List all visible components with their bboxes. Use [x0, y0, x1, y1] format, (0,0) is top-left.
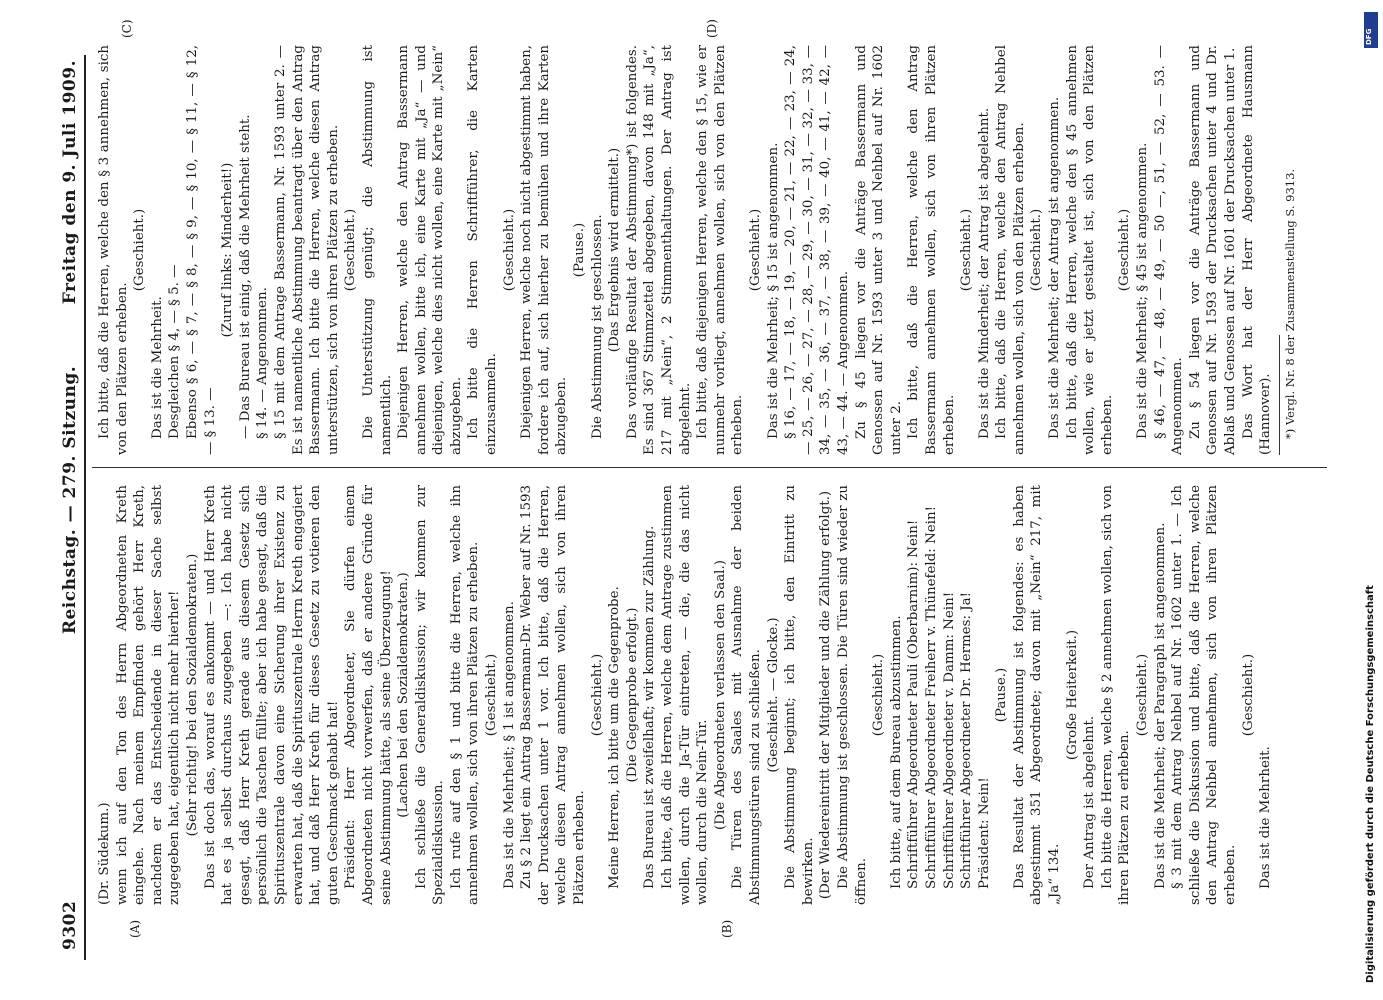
paragraph: Ich bitte, daß die Herren, welche den § 3 annehmen, sich von den Plätzen erheben. — [97, 45, 130, 455]
margin-mark-a: (A) — [128, 919, 142, 938]
stage-direction: (Das Ergebnis wird ermittelt.) — [607, 147, 623, 353]
paragraph: Das ist die Mehrheit. — [1258, 746, 1274, 889]
paragraph: Das ist die Mehrheit; § 1 ist angenommen. — [501, 601, 517, 889]
paragraph: Das ist die Mehrheit. — [149, 296, 165, 439]
paragraph: Das Bureau ist zweifelhaft; wir kommen zur Zählung. — [642, 525, 658, 889]
page-number: 9302 — [60, 900, 80, 950]
paragraph: Die Abstimmung ist geschlossen. Die Türen sind wieder zu öffnen. — [835, 485, 869, 905]
paragraph: — Das Bureau ist einig, daß die Mehrheit steht. — [237, 114, 253, 439]
paragraph: § 14. — Angenommen. — [255, 287, 271, 439]
footnote-rule — [1279, 335, 1280, 455]
paragraph: § 46, — 47, — 48, — 49, — 50 —, 51, — 52, — 53. — Angenommen. — [1152, 45, 1186, 455]
page-header — [56, 60, 86, 960]
paragraph: § 15 mit dem Antrage Bassermann, Nr. 1593 unter 2. — Es ist namentliche Abstimmung beantragt über den Antrag Bassermann. Ich bitte die Herren, welche diesen Antrag unterstützen, sich von ihren Plätzen zu erheben. — [272, 45, 341, 455]
digitization-credit: Digitalisierung gefördert durch die Deutsche Forschungsgemeinschaft — [1365, 585, 1376, 983]
paragraph: Ich bitte, daß die Herren, welche den Antrag Bassermann annehmen wollen, sich von ihren Plätzen erheben. — [906, 45, 957, 455]
paragraph: § 16, — 17, — 18, — 19, — 20, — 21, — 22, — 23, — 24, — 25, — 26, — 27, — 28, — 29, — 30, — 31, — 32, — 33, — 34, — 35, — 36, — 37, — 38, — 39, — 40, — 41, — 42, — 43, — 44. — Angenommen. — [783, 45, 851, 455]
stage-direction: (Geschieht.) — [343, 208, 359, 292]
footnote: *) Vergl. Nr. 8 der Zusammenstellung S. 9313. — [1282, 168, 1297, 439]
paragraph: Präsident: Nein! — [976, 777, 992, 889]
paragraph: Meine Herren, ich bitte um die Gegenprobe. — [607, 586, 623, 889]
paragraph: Schriftführer Abgeordneter v. Damm: Nein! — [941, 591, 957, 889]
paragraph: Das ist doch das, worauf es ankommt — und Herr Kreth hat es ja selbst durchaus zugegeben —: Ich habe nicht gesagt, daß Herr Kreth gerade aus diesem Gesetz sich persönlich die Taschen füllte; aber ich habe gesagt, daß die Spirituszentrale davon eine Sicherung ihrer Existenz zu erwarten hat, daß die Spirituszentrale Herrn Kreth engagiert hat, und daß Herr Kreth für dieses Gesetz zu votieren den guten Geschmack gehabt hat! — [202, 485, 341, 905]
paragraph: Zu § 54 liegen vor die Anträge Bassermann und Genossen auf Nr. 1593 der Drucksachen unter 4 und Dr. Ablaß und Genossen auf Nr. 1601 der Drucksachen unter 1. — [1187, 45, 1238, 455]
stage-direction: (Große Heiterkeit.) — [1064, 629, 1080, 761]
paragraph: Schriftführer Abgeordneter Dr. Hermes: Ja! — [959, 592, 975, 889]
stage-direction: (Geschieht.) — [959, 208, 975, 292]
stage-direction: (Geschieht.) — [1117, 208, 1133, 292]
stage-direction: (Sehr richtig! bei den Sozialdemokraten.) — [184, 553, 200, 837]
stage-direction: (Pause.) — [572, 222, 588, 278]
paragraph: Das ist die Mehrheit; der Paragraph ist angenommen. — [1152, 522, 1168, 889]
stage-direction: (Zuruf links: Minderheit!) — [220, 162, 236, 338]
paragraph: Ich bitte, daß die Herren, welche dem Antrage zustimmen wollen, durch die Ja-Tür eintreten, — die, die das nicht wollen, durch die Nein-Tür. — [660, 485, 711, 905]
header-rule — [84, 55, 86, 960]
margin-mark-b: (B) — [720, 919, 734, 938]
stage-direction: (Die Abgeordneten verlassen den Saal.) — [712, 560, 728, 830]
paragraph: Das ist die Mehrheit; § 45 ist angenommen. — [1135, 142, 1151, 439]
stage-direction: (Geschieht.) — [501, 208, 517, 292]
paragraph: Desgleichen § 4, — § 5. — — [167, 264, 183, 439]
paragraph: Zu § 2 liegt ein Antrag Bassermann-Dr. Weber auf Nr. 1593 der Drucksachen unter 1 vor. Ich bitte, daß die Herren, welche diesen Antrag annehmen wollen, sich von ihren Plätzen erheben. — [519, 485, 588, 905]
paragraph: Das Wort hat der Herr Abgeordnete Hausmann (Hannover). — [1240, 45, 1274, 455]
paragraph: Das vorläufige Resultat der Abstimmung*) ist folgendes. Es sind 367 Stimmzettel abgegeben, davon 148 mit „Ja“, 217 mit „Nein“, 2 Stimmenthaltungen. Der Antrag ist abgelehnt. — [624, 45, 693, 455]
paragraph: Ich bitte, daß diejenigen Herren, welche den § 15, wie er nunmehr vorliegt, annehmen wollen, sich von den Plätzen erheben. — [695, 45, 746, 455]
paragraph: Ich bitte die Herren, welche § 2 annehmen wollen, sich von ihren Plätzen zu erheben. — [1099, 485, 1133, 905]
paragraph: Zu § 45 liegen vor die Anträge Bassermann und Genossen auf Nr. 1593 unter 3 und Nehbel auf Nr. 1602 unter 2. — [853, 45, 904, 455]
page-running-title: Reichstag. — 279. Sitzung. — [60, 365, 80, 635]
stage-direction: (Geschieht.) — [484, 653, 500, 737]
paragraph: Diejenigen Herren, welche noch nicht abgestimmt haben, fordere ich auf, sich hierher zu bemühen und ihre Karten abzugeben. — [519, 45, 570, 455]
paragraph: wenn ich auf den Ton des Herrn Abgeordneten Kreth eingehe. Nach meinem Empfinden gehört Herr Kreth, nachdem er das Entscheidende in dieser Sache selbst zugegeben hat, eigentlich nicht mehr hierher! — [114, 485, 183, 905]
stage-direction: (Der Wiedereintritt der Mitglieder und die Zählung erfolgt.) — [818, 490, 834, 900]
paragraph: Diejenigen Herren, welche den Antrag Bassermann annehmen wollen, bitte ich, eine Karte mit „Ja“ — und diejenigen, welche dies nicht wollen, eine Karte mit „Nein“ abzugeben. — [396, 45, 464, 455]
paragraph: Präsident: Herr Abgeordneter, Sie dürfen einem Abgeordneten nicht vorwerfen, daß er andere Gründe für seine Abstimmung hätte, als seine Überzeugung! — [343, 485, 394, 905]
paragraph: Ich bitte, auf dem Bureau abzustimmen. — [888, 615, 904, 889]
left-text-column — [96, 485, 1275, 905]
stage-direction: (Geschieht.) — [871, 653, 887, 737]
page-date: Freitag den 9. Juli 1909. — [60, 60, 80, 305]
paragraph: Ich rufe auf den § 1 und bitte die Herren, welche ihn annehmen wollen, sich von ihren Plätzen zu erheben. — [448, 485, 482, 905]
paragraph: Ich bitte, daß die Herren, welche den Antrag Nehbel annehmen wollen, sich von den Plätzen erheben. — [994, 45, 1027, 455]
stage-direction: (Geschieht. — Glocke.) — [765, 617, 781, 773]
stage-direction: (Geschieht.) — [747, 208, 763, 292]
paragraph: Ich schließe die Generaldiskussion; wir kommen zur Spezialdiskussion. — [413, 485, 447, 905]
paragraph: Ich bitte die Herren Schriftführer, die Karten einzusammeln. — [466, 45, 500, 455]
stage-direction: (Die Gegenprobe erfolgt.) — [624, 607, 640, 783]
paragraph: Ich bitte, daß die Herren, welche den § 45 annehmen wollen, wie er jetzt gestaltet ist, sich von den Plätzen erheben. — [1064, 45, 1115, 455]
paragraph: Schriftführer Abgeordneter Pauli (Oberbarnim): Nein! — [906, 519, 922, 889]
paragraph: § 3 mit dem Antrag Nehbel auf Nr. 1602 unter 1. — Ich schließe die Diskussion und bitte, daß die Herren, welche den Antrag Nehbel annehmen, sich von ihren Plätzen erheben. — [1170, 485, 1238, 905]
paragraph: Der Antrag ist abgelehnt. — [1082, 715, 1098, 889]
margin-mark-c: (C) — [120, 19, 134, 38]
paragraph: Schriftführer Abgeordneter Freiherr v. Thünefeld: Nein! — [923, 506, 939, 889]
paragraph: Das ist die Minderheit; der Antrag ist abgelehnt. — [976, 107, 992, 439]
stage-direction: (Lachen bei den Sozialdemokraten.) — [396, 572, 412, 818]
column-divider — [92, 467, 1327, 468]
stage-direction: (Geschieht.) — [132, 208, 148, 292]
paragraph: Die Türen des Saales mit Ausnahme der beiden Abstimmungstüren sind zu schließen. — [730, 485, 763, 905]
stage-direction: (Geschieht.) — [1240, 653, 1256, 737]
right-text-column — [96, 45, 1298, 455]
dfg-logo: DFG — [1364, 12, 1378, 48]
paragraph: Ebenso § 6, — § 7, — § 8, — § 9, — § 10, — § 11, — § 12, — § 13. — — [184, 45, 218, 455]
stage-direction: (Geschieht.) — [1135, 653, 1151, 737]
paragraph: Die Unterstützung genügt; die Abstimmung ist namentlich. — [360, 45, 394, 455]
stage-direction: (Pause.) — [994, 667, 1010, 723]
paragraph: Das ist die Mehrheit; der Antrag ist angenommen. — [1047, 96, 1063, 439]
paragraph: Das Resultat der Abstimmung ist folgendes: es haben abgestimmt 351 Abgeordnete; davon mit „Nein“ 217, mit „Ja“ 134. — [1011, 485, 1063, 905]
digitization-side-strip — [1362, 8, 1382, 988]
paragraph: Die Abstimmung beginnt; ich bitte, den Eintritt zu bewirken. — [783, 485, 816, 905]
margin-mark-d: (D) — [705, 19, 719, 38]
stage-direction: (Geschieht.) — [589, 653, 605, 737]
paragraph: Das ist die Mehrheit; § 15 ist angenommen. — [765, 142, 781, 439]
stage-direction: (Geschieht.) — [1029, 208, 1045, 292]
paragraph: (Dr. Südekum.) — [97, 802, 112, 905]
paragraph: Die Abstimmung ist geschlossen. — [589, 214, 605, 439]
